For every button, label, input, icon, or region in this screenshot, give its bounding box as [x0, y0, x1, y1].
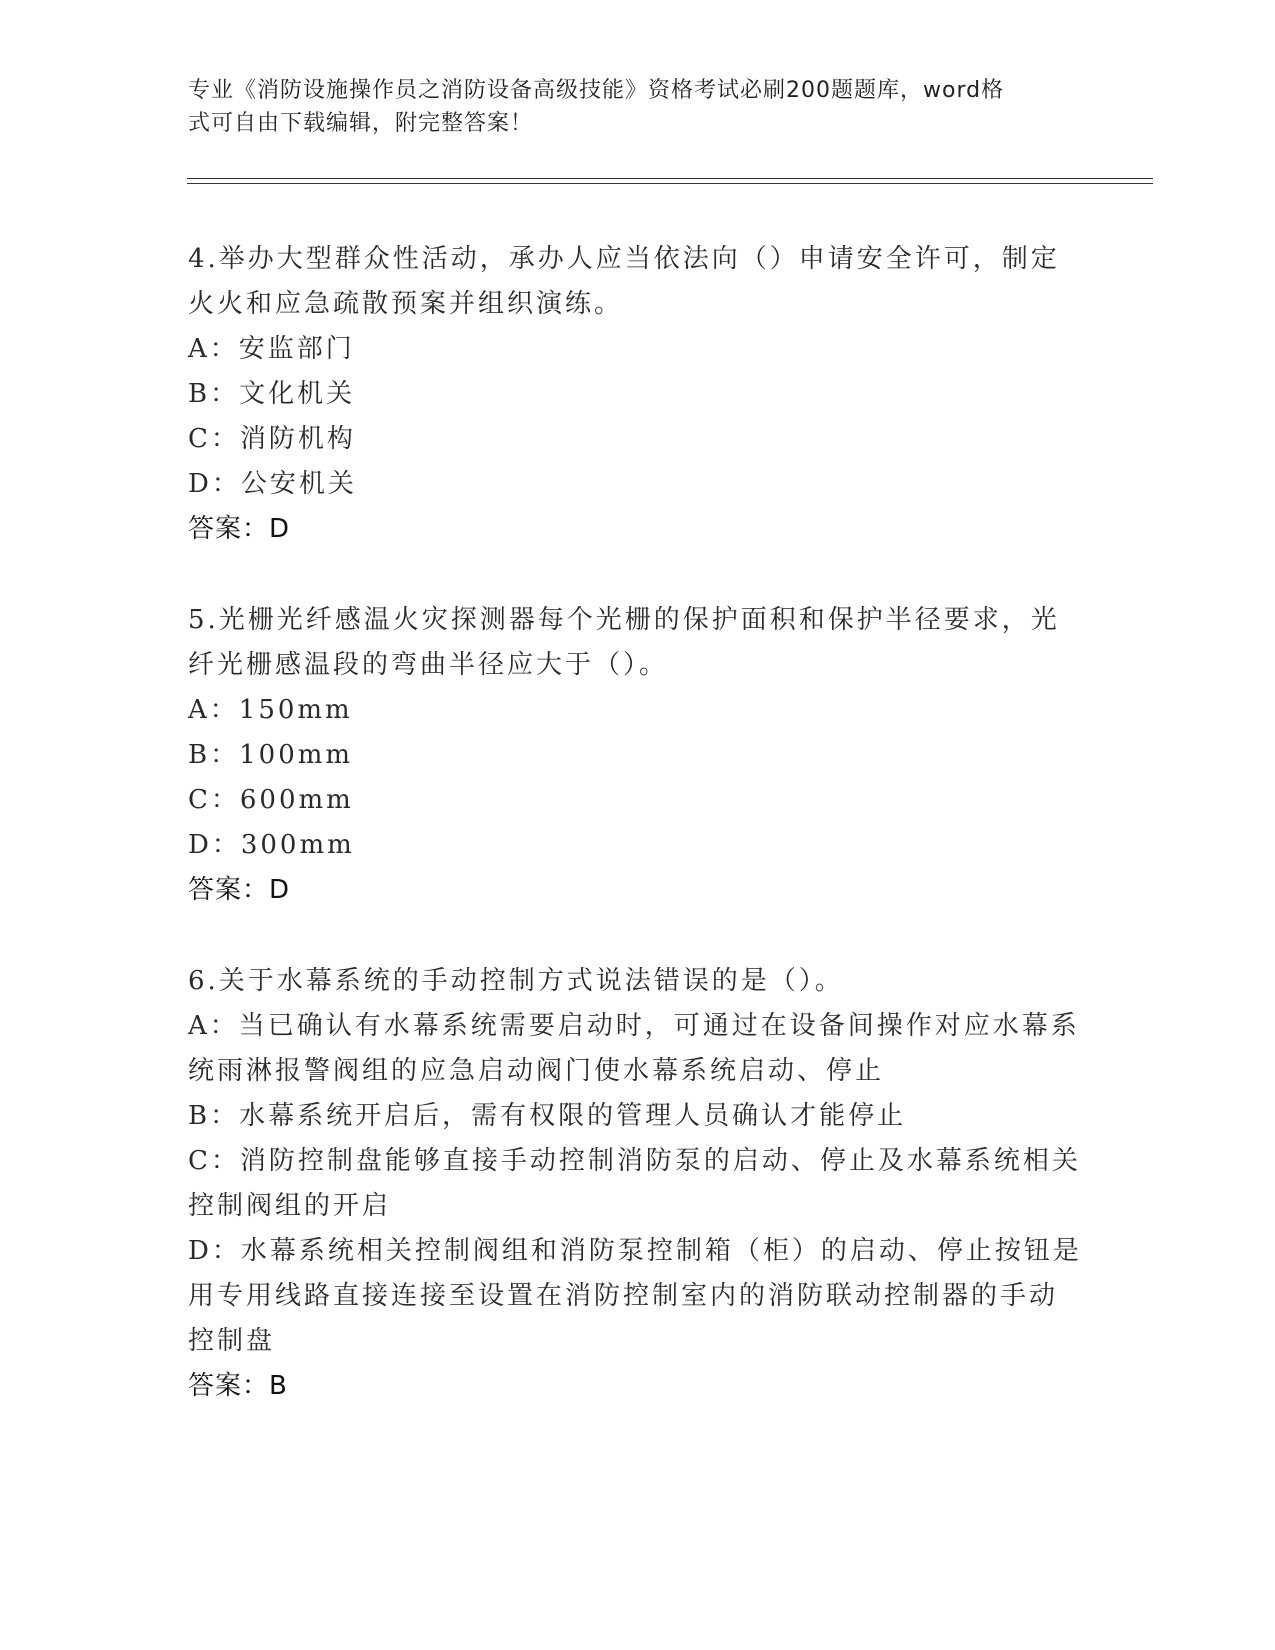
answer-line: 答案：D: [188, 875, 291, 905]
option-d: D：300mm: [188, 830, 355, 860]
question-stem-line: 纤光栅感温段的弯曲半径应大于（）。: [188, 650, 669, 680]
answer-line: 答案：D: [188, 514, 291, 544]
option-a: A：安监部门: [188, 334, 355, 364]
question-block: [188, 598, 1088, 913]
question-stem-line: 4.举办大型群众性活动，承办人应当依法向（）申请安全许可，制定: [188, 244, 1060, 274]
question-block: [188, 237, 1088, 552]
option-d: D：公安机关: [188, 469, 357, 499]
answer-line: 答案：B: [188, 1371, 288, 1401]
option-c: C：消防机构: [188, 424, 356, 454]
header-divider-bottom: [187, 183, 1153, 184]
option-c-continued: 控制阀组的开启: [188, 1191, 392, 1221]
question-stem-line: 火火和应急疏散预案并组织演练。: [188, 289, 624, 319]
header-line-1: 专业《消防设施操作员之消防设备高级技能》资格考试必刷200题题库，word格: [188, 78, 1005, 103]
option-d-continued: 控制盘: [188, 1326, 276, 1356]
header-divider-top: [187, 178, 1153, 179]
header-line-2: 式可自由下载编辑，附完整答案！: [188, 111, 534, 136]
question-block: [188, 959, 1088, 1409]
document-header: [188, 74, 1068, 140]
question-stem-line: 6.关于水幕系统的手动控制方式说法错误的是（）。: [188, 966, 844, 996]
option-b: B：水幕系统开启后，需有权限的管理人员确认才能停止: [188, 1101, 907, 1131]
option-d-continued: 用专用线路直接连接至设置在消防控制室内的消防联动控制器的手动: [188, 1281, 1059, 1311]
option-a-continued: 统雨淋报警阀组的应急启动阀门使水幕系统启动、停止: [188, 1056, 885, 1086]
option-c: C：消防控制盘能够直接手动控制消防泵的启动、停止及水幕系统相关: [188, 1146, 1081, 1176]
option-b: B：100mm: [188, 740, 354, 770]
option-d: D：水幕系统相关控制阀组和消防泵控制箱（柜）的启动、停止按钮是: [188, 1236, 1082, 1266]
question-list: [188, 237, 1088, 1455]
option-c: C：600mm: [188, 785, 354, 815]
option-a: A：150mm: [188, 695, 353, 725]
option-a: A：当已确认有水幕系统需要启动时，可通过在设备间操作对应水幕系: [188, 1011, 1080, 1041]
question-stem-line: 5.光栅光纤感温火灾探测器每个光栅的保护面积和保护半径要求，光: [188, 605, 1060, 635]
option-b: B：文化机关: [188, 379, 356, 409]
